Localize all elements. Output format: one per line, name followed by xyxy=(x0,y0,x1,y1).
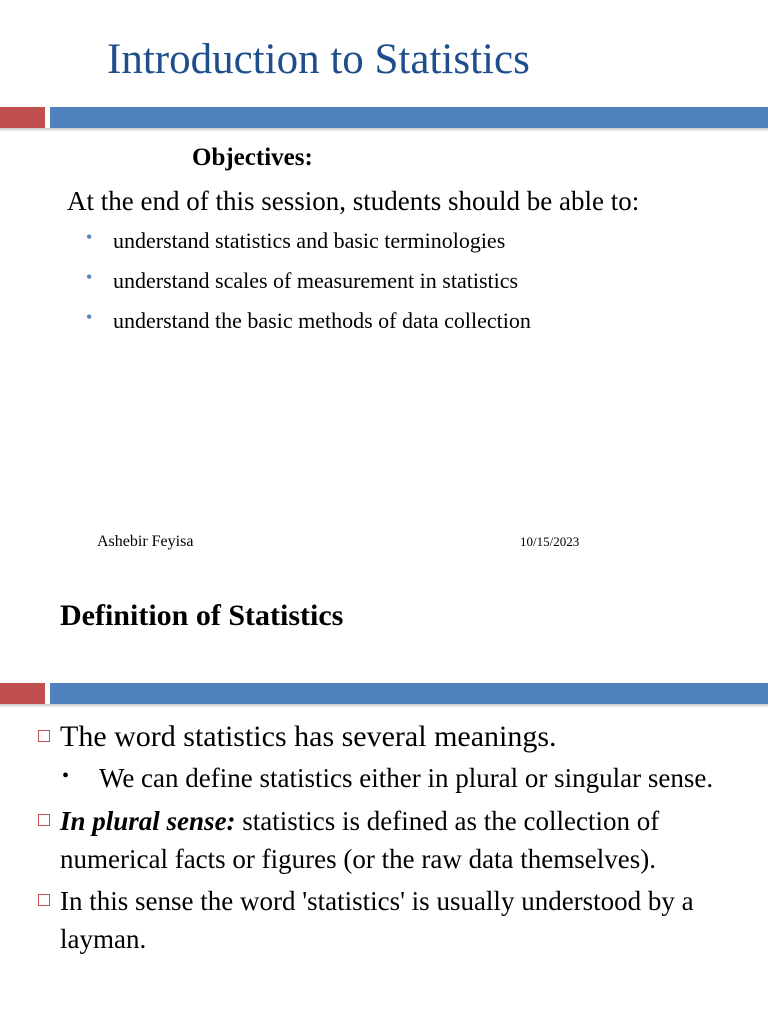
square-bullet-icon xyxy=(38,730,50,742)
list-item: The word statistics has several meanings. xyxy=(36,718,736,756)
accent-bar-blue xyxy=(50,107,768,128)
objectives-list xyxy=(86,227,531,350)
list-item: In this sense the word 'statistics' is usually understood by a layman. xyxy=(36,882,736,958)
square-bullet-icon xyxy=(38,894,50,906)
objectives-heading: Objectives: xyxy=(192,144,313,171)
emphasis-text: In plural sense: xyxy=(60,806,236,836)
definition-list xyxy=(36,718,736,958)
accent-bar-blue xyxy=(50,683,768,704)
accent-bar-red xyxy=(0,107,45,128)
objectives-intro: At the end of this session, students should be able to: xyxy=(67,186,640,216)
sub-list-item: • We can define statistics either in plural or singular sense. xyxy=(36,760,736,796)
bullet-icon: • xyxy=(86,267,93,287)
list-item: • understand scales of measurement in statistics xyxy=(86,267,519,293)
list-item: • understand statistics and basic terminologies xyxy=(86,227,506,253)
slide1-accent-bar xyxy=(0,107,768,128)
slide2-accent-bar xyxy=(0,683,768,704)
square-bullet-icon xyxy=(38,814,50,826)
footer-author: Ashebir Feyisa xyxy=(97,533,194,550)
list-item: • understand the basic methods of data collection xyxy=(86,307,531,333)
slide2-title: Definition of Statistics xyxy=(60,599,344,632)
accent-bar-red xyxy=(0,683,45,704)
bullet-icon: • xyxy=(86,307,93,327)
list-item: In plural sense: statistics is defined as the collection of numerical facts or figures (or the raw data themselves). xyxy=(36,802,736,878)
bullet-icon: • xyxy=(62,765,70,787)
footer-date: 10/15/2023 xyxy=(520,534,580,549)
bullet-icon: • xyxy=(86,227,93,247)
slide1-title: Introduction to Statistics xyxy=(107,36,530,83)
